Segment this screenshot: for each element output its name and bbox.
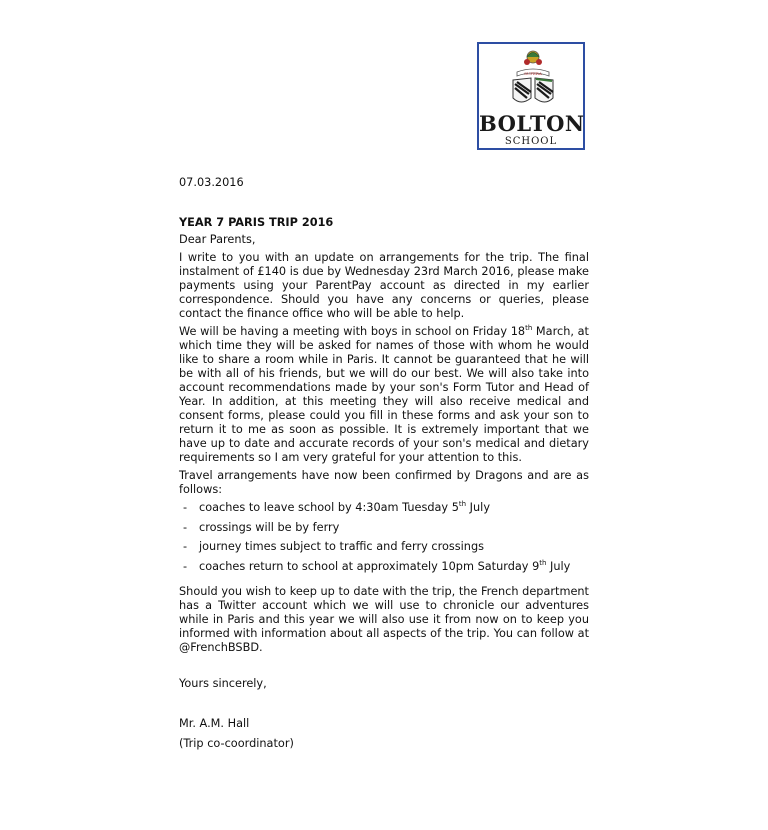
list-item <box>179 560 589 580</box>
signature-name: Mr. A.M. Hall <box>179 717 250 730</box>
paragraph-travel: Travel arrangements have now been confirmed by Dragons and are as follows: <box>179 469 589 496</box>
paragraph-twitter: Should you wish to keep up to date with the trip, the French department has a Twitter account which we will use to chronicle our adventures while in Paris and this year we will also use it from now on to keep you informed with information about all aspects of the trip. You can follow at @FrenchBSBD. <box>179 585 589 654</box>
bullet-marker: - <box>183 520 188 534</box>
bullet-ordinal: th <box>539 558 547 567</box>
logo-school-name: BOLTON <box>479 111 585 136</box>
letter-body <box>179 176 589 751</box>
bullet-marker: - <box>183 540 188 553</box>
paragraph-payment: I write to you with an update on arrangements for the trip. The final instalment of £140 is due by Wednesday 23rd March 2016, please make payments using your ParentPay account as directed in my earlier correspondence. Should you have any concerns or queries, please contact the finance office who will be able to help. <box>179 251 589 320</box>
list-item <box>179 540 589 560</box>
paragraph-meeting <box>179 325 589 465</box>
letter-date: 07.03.2016 <box>179 176 244 189</box>
list-item <box>179 521 589 541</box>
bullet-text: coaches to leave school by 4:30am Tuesday 5 <box>199 501 459 514</box>
paragraph-meeting-ordinal: th <box>525 324 533 333</box>
signature-role: (Trip co-coordinator) <box>179 737 294 750</box>
bullet-ordinal: th <box>458 500 467 509</box>
paragraph-meeting-text-1: We will be having a meeting with boys in school on Friday 18 <box>179 325 526 338</box>
svg-text:SUPERA: SUPERA <box>524 71 542 76</box>
bullet-text: crossings will be by ferry <box>199 520 340 534</box>
school-logo <box>477 42 585 150</box>
letter-subject: YEAR 7 PARIS TRIP 2016 <box>179 216 334 229</box>
bullet-text: coaches return to school at approximately 10pm Saturday 9 <box>199 559 540 573</box>
letter-closing: Yours sincerely, <box>179 677 267 690</box>
bullet-marker: - <box>183 501 188 514</box>
bullet-text-end: July <box>466 501 491 514</box>
school-crest-icon <box>503 48 563 114</box>
logo-school-subtitle: SCHOOL <box>504 136 558 147</box>
travel-bullet-list <box>179 501 589 579</box>
bullet-text-end: July <box>546 559 571 573</box>
bullet-text: journey times subject to traffic and ferry crossings <box>199 540 485 553</box>
letter-salutation: Dear Parents, <box>179 233 256 246</box>
list-item <box>179 501 589 521</box>
paragraph-meeting-text-2: March, at which time they will be asked for names of those with whom he would like to share a room while in Paris. It cannot be guaranteed that he will be with all of his friends, but we will do our best. We will also take into account recommendations made by your son's Form Tutor and Head of Year. In addition, at this meeting they will also receive medical and consent forms, please could you fill in these forms and ask your son to return it to me as soon as possible. It is extremely important that we have up to date and accurate records of your son's medical and dietary requirements so I am very grateful for your attention to this. <box>179 325 589 464</box>
bullet-marker: - <box>183 559 188 573</box>
